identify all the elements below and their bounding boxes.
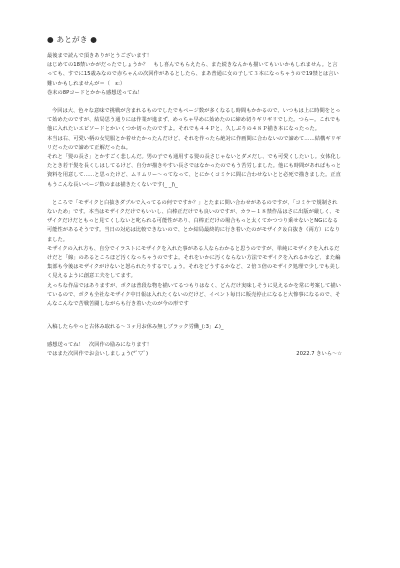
afterword-closing bbox=[47, 323, 342, 360]
afterword-heading: ● あとがき ● bbox=[47, 35, 98, 44]
author-signature: 2022.7 きいら～☆ bbox=[296, 351, 342, 358]
closing-line-vacation: 入稿したらやっと古休み取れる～３ヶ月お休み無しブラック労働_(:3」∠)_ bbox=[47, 324, 224, 331]
closing-line-farewell: ではまた次回作でお会いしましょう(*ﾟ▽ﾟ) bbox=[47, 351, 149, 358]
closing-line-feedback: 感想送ってね！ 次回作の励みになります！ bbox=[47, 341, 152, 348]
afterword-paragraph-process: 今回は大、色々な意味で挑戦が含まれるものでしたでもページ数が多くなるし時間もかかるので、いつもは上に時間をとって始めたのですが、結局思う通りには作業が進まず、めっちゃ早めに始めたのに締め切りギリギリでした。つらー。これでも他に入れたいエピソードとかいくつか切ったのですよ。それでも４４Ｐと、久しぶりの４８Ｐ描き本になったった。 本当は右、可愛い柄の女児服とか着せたかったんだけど、それを作ったら絶対に作画間に合わないので諦めて……結構ギリギリだったので諦めて正解だったね。 それと「髪の長さ」とかすごく悲しんだ。男の子でも通用する髪の長さじゃないとダメだし、でも可愛くしたいし。女体化したとき若干髪を長くしはしてるけど、自分が描きやすい長さではなかったのでもう苦労しました。他にも時間があればもっと資料を用意して……と思ったけど、ムリムリー～ってなって、とにかくコミケに間に合わせないとと必死で描きました。正直もうこんな長いページ数のまは描きたくないです(_ _)\_ bbox=[47, 108, 341, 188]
afterword-paragraph-mosaic: ところで「モザイクと白抜きダブルで入ってるの何でですか？」とたまに問い合わせがあるのですが、「コミケで規制されないため」です。本当はモザイクだけでもいいし、白棒正だけでも良いのですが、カラー１８禁作品はさに出版が厳しく、モザイクだけだともっと見てくしないと叱られる可能性があり、白棒正だけの場合もっと太くてかつつり乗せないとNGになる可能性があるそうです。当日の対応は比較できないので、とか結局最終的に行き着いたのがモザイク＆白抜き（両方）になりました。 モザイクの入れ方も、自分でイラストにモザイクを入れた事がある人ならわかると思うのですが、単純にモザイクを入れるだけだと「線」のあるところほど汚くなっちゃうのですよ。それをいかに汚くならない方法でモザイクを入れるかなど、また編集部も今後はモザイクがけないと怒られたりするでしょう。それをどうするかなど、２倍３倍のモザイク処理で少しでも美しく見えるように創意工夫をしてます。 えっちな作品ではありますが、ボクは普段な物を描いてるつもりはなく、どんだけ実味しそうに見えるかを常に考案して描いているので、ボクも全社なモザイク中日報は入れたくないのだけど、イベント毎日に販売停止になると大惨事になるので、そんなこんなで苦戦苦闘しながらも行き着いたのが今の形です bbox=[47, 199, 341, 308]
afterword-paragraph-greeting: 最後まで読んで頂きありがとうございます！ はじめての18禁いかがだったでしょうか？ もし喜んでもらえたら、また続きなんかも描いてもいいかもしれません。と言っても、すでに15歳みなので赤ちゃんの次回作があるとしたら、まあ普通に女の子して３本になっちゃうので19禁とは言い難いかもしれませんが＝（ ε:） 巻末の8Pコードとかから感想送ってね！ bbox=[47, 53, 339, 96]
